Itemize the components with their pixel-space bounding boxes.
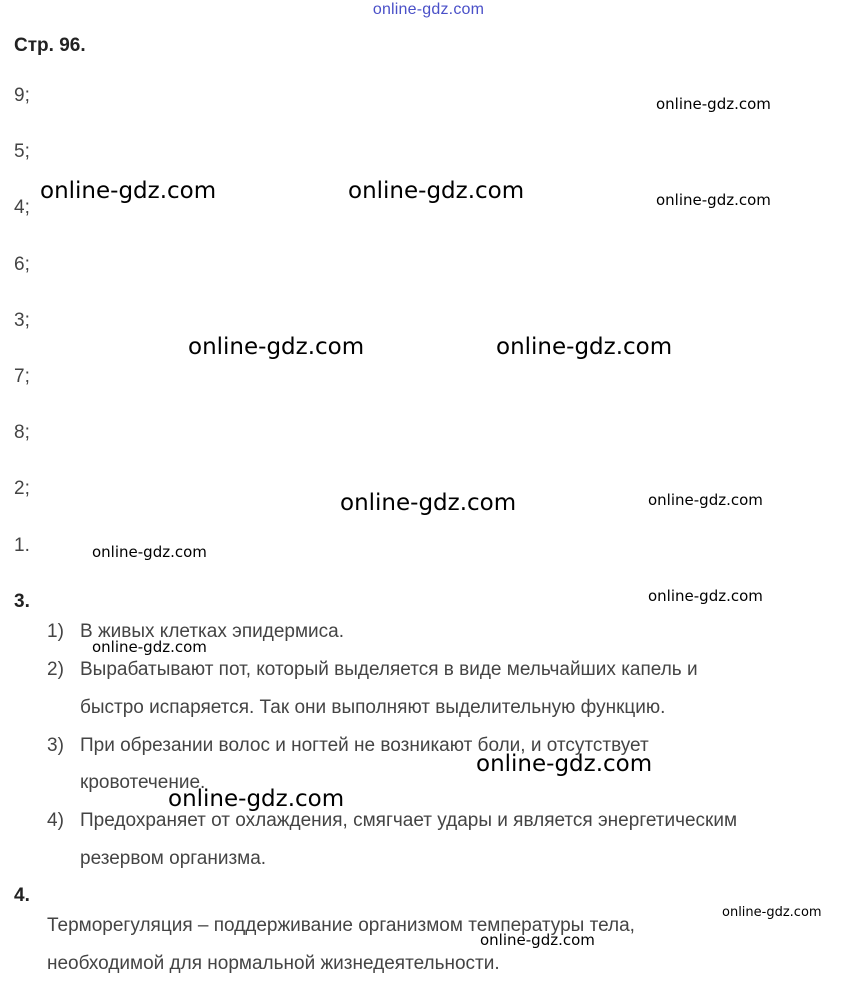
watermark: online-gdz.com <box>656 95 771 113</box>
sequence-item: 3; <box>14 310 30 331</box>
section-3-item-text: кровотечение. <box>80 772 206 793</box>
watermark: online-gdz.com <box>40 178 217 204</box>
sequence-item: 4; <box>14 197 30 218</box>
page-header: Стр. 96. <box>14 35 86 56</box>
watermark: online-gdz.com <box>92 638 207 656</box>
watermark: online-gdz.com <box>496 334 673 360</box>
watermark: online-gdz.com <box>92 543 207 561</box>
watermark: online-gdz.com <box>340 490 517 516</box>
section-3-number: 3. <box>14 591 30 612</box>
section-4-text: Терморегуляция – поддерживание организмом температуры тела, <box>47 915 635 936</box>
section-3-item-text: резервом организма. <box>80 848 267 869</box>
watermark: online-gdz.com <box>348 178 525 204</box>
watermark: online-gdz.com <box>648 587 763 605</box>
site-link[interactable]: online-gdz.com <box>372 1 485 18</box>
sequence-item: 5; <box>14 141 30 162</box>
sequence-item: 7; <box>14 366 30 387</box>
section-3-item-text: Предохраняет от охлаждения, смягчает удары и является энергетическим <box>80 810 738 831</box>
watermark: online-gdz.com <box>480 931 595 949</box>
watermark: online-gdz.com <box>656 191 771 209</box>
watermark: online-gdz.com <box>648 491 763 509</box>
watermark: online-gdz.com <box>168 786 345 812</box>
section-3-item-text: быстро испаряется. Так они выполняют выделительную функцию. <box>80 697 666 718</box>
section-4-number: 4. <box>14 885 30 906</box>
section-3-item-text: При обрезании волос и ногтей не возникают боли, и отсутствует <box>80 735 649 756</box>
section-3-item-text: Вырабатывают пот, который выделяется в виде мельчайших капель и <box>80 659 698 680</box>
section-3-item-index: 1) <box>47 621 64 642</box>
sequence-item: 6; <box>14 254 30 275</box>
watermark: online-gdz.com <box>476 751 653 777</box>
sequence-item: 1. <box>14 535 30 556</box>
sequence-item: 8; <box>14 422 30 443</box>
section-3-item-index: 2) <box>47 659 64 680</box>
section-3-item-index: 4) <box>47 810 64 831</box>
watermark: online-gdz.com <box>722 905 822 920</box>
section-3-item-text: В живых клетках эпидермиса. <box>80 621 344 642</box>
sequence-item: 9; <box>14 85 30 106</box>
watermark: online-gdz.com <box>188 334 365 360</box>
sequence-item: 2; <box>14 478 30 499</box>
section-3-item-index: 3) <box>47 735 64 756</box>
section-4-text: необходимой для нормальной жизнедеятельности. <box>47 953 500 974</box>
